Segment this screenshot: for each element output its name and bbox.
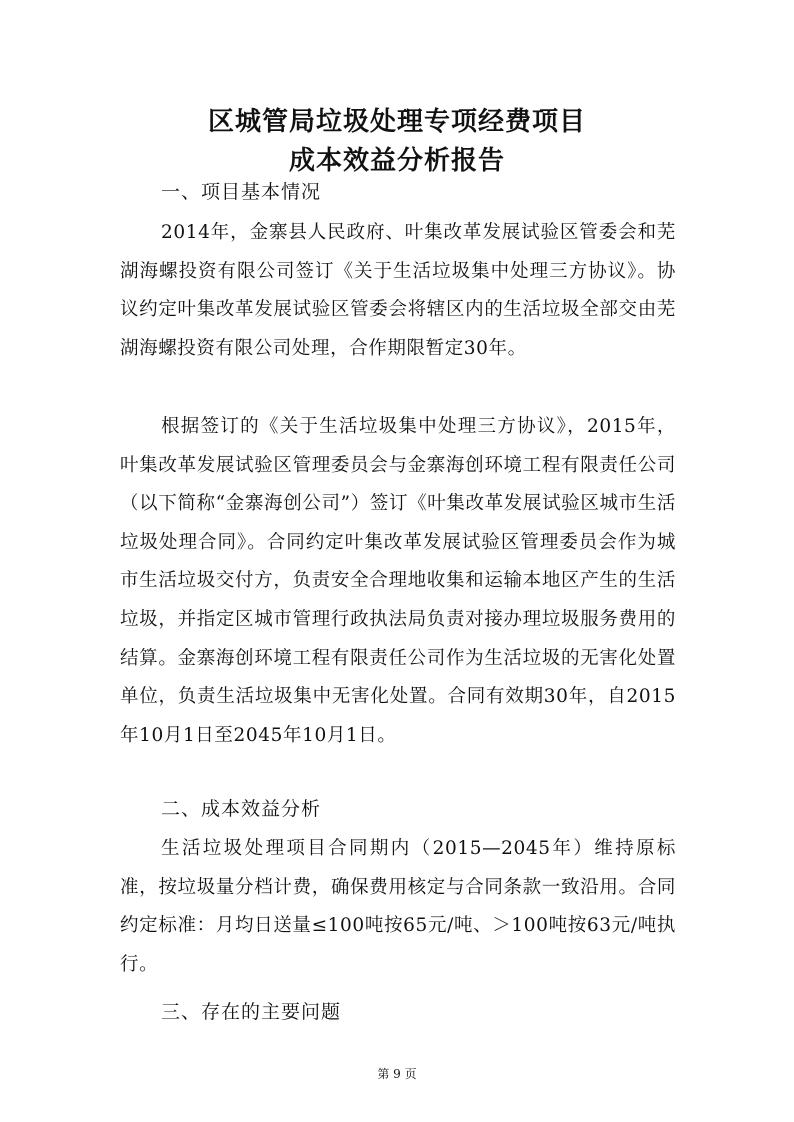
section-heading-cost-benefit: 二、成本效益分析 [161,798,322,820]
section-heading-main-issues: 三、存在的主要问题 [161,1001,342,1023]
paragraph-basic-info-2: 根据签订的《关于生活垃圾集中处理三方协议》，2015年，叶集改革发展试验区管理委员会与金寨海创环境工程有限责任公司（以下简称“金寨海创公司”）签订《叶集改革发展试验区城市生活垃圾处理合同》。合同约定叶集改革发展试验区管理委员会作为城市生活垃圾交付方，负责安全合理地收集和运输本地区产生的生活垃圾，并指定区城市管理行政执法局负责对接办理垃圾服务费用的结算。金寨海创环境工程有限责任公司作为生活垃圾的无害化处置单位，负责生活垃圾集中无害化处置。合同有效期30年，自2015年10月1日至2045年10月1日。 [120,416,676,746]
page-number: 第 9 页 [377,1067,417,1081]
paragraph-cost-benefit-1: 生活垃圾处理项目合同期内（2015—2045年）维持原标准，按垃圾量分档计费，确保费用核定与合同条款一致沿用。合同约定标准：月均日送量≤100吨按65元/吨、＞100吨按63元/吨执行。 [120,838,676,975]
section-heading-basic-info: 一、项目基本情况 [161,181,322,203]
document-title-line-1: 区城管局垃圾处理专项经费项目 [207,107,586,137]
document-title-line-2: 成本效益分析报告 [288,146,505,176]
paragraph-basic-info-1: 2014年，金寨县人民政府、叶集改革发展试验区管委会和芜湖海螺投资有限公司签订《关于生活垃圾集中处理三方协议》。协议约定叶集改革发展试验区管委会将辖区内的生活垃圾全部交由芜湖海螺投资有限公司处理，合作期限暂定30年。 [120,222,676,359]
